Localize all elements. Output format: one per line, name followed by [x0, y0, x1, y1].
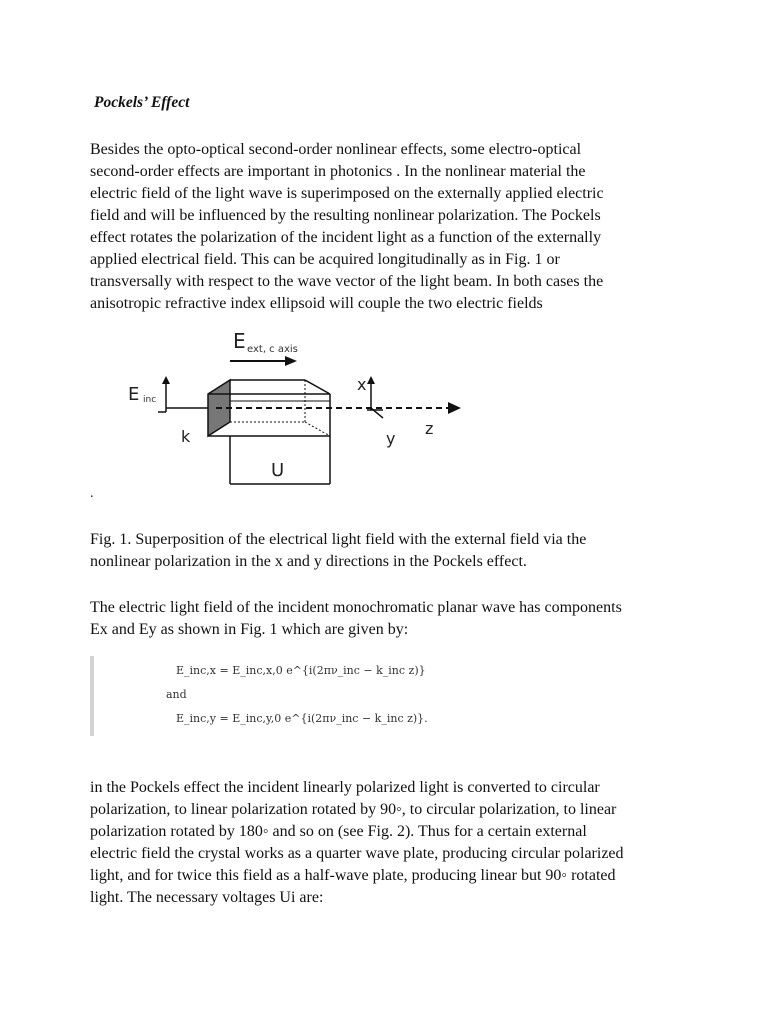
polarization-paragraph	[90, 777, 690, 909]
stray-mark: .	[90, 486, 94, 501]
u-label: U	[271, 460, 285, 481]
e-inc-subscript: inc	[143, 395, 157, 405]
text-line: Besides the opto-optical second-order nonlinear effects, some electro-optical	[90, 141, 582, 158]
e-ext-subscript: ext, c axis	[247, 344, 298, 355]
figure-caption	[90, 529, 690, 573]
page-title: Pockels’ Effect	[94, 94, 190, 111]
crystal-hidden-edge	[305, 422, 330, 436]
pockels-cell-diagram	[125, 330, 485, 490]
text-line: effect rotates the polarization of the incident light as a function of the externally	[90, 229, 602, 246]
equation-connector: and	[166, 688, 187, 701]
text-line: field and will be influenced by the resulting nonlinear polarization. The Pockels	[90, 207, 601, 224]
e-inc-label: E	[128, 384, 140, 405]
x-label: x	[357, 375, 367, 394]
text-line: electric field of the light wave is superimposed on the externally applied electric	[90, 185, 604, 202]
e-ext-arrowhead	[285, 356, 297, 366]
text-line: Ex and Ey as shown in Fig. 1 which are given by:	[90, 621, 409, 638]
text-line: light. The necessary voltages Ui are:	[90, 889, 324, 906]
x-axis-arrowhead	[367, 376, 375, 384]
field-paragraph	[90, 597, 690, 641]
text-line: nonlinear polarization in the x and y directions in the Pockels effect.	[90, 553, 527, 570]
text-line: polarization rotated by 180◦ and so on (see Fig. 2). Thus for a certain external	[90, 823, 587, 840]
k-label: k	[181, 427, 191, 446]
text-line: light, and for twice this field as a half-wave plate, producing linear but 90◦ rotated	[90, 867, 616, 884]
e-inc-arrowhead	[162, 376, 170, 384]
equation-y: E_inc,y = E_inc,y,0 e^{i(2πν_inc − k_inc z)}.	[176, 712, 428, 725]
text-line: anisotropic refractive index ellipsoid will couple the two electric fields	[90, 295, 543, 312]
text-line: second-order effects are important in photonics . In the nonlinear material the	[90, 163, 586, 180]
text-line: polarization, to linear polarization rotated by 90◦, to circular polarization, to linear	[90, 801, 617, 818]
y-label: y	[386, 429, 396, 448]
z-label: z	[425, 419, 434, 438]
text-line: electric field the crystal works as a quarter wave plate, producing circular polarized	[90, 845, 624, 862]
intro-paragraph	[90, 139, 690, 315]
text-line: transversally with respect to the wave vector of the light beam. In both cases the	[90, 273, 604, 290]
text-line: The electric light field of the incident monochromatic planar wave has components	[90, 599, 622, 616]
text-line: Fig. 1. Superposition of the electrical light field with the external field via the	[90, 531, 587, 548]
equation-block	[90, 656, 428, 736]
e-ext-label: E	[233, 330, 246, 353]
beam-arrowhead	[448, 402, 461, 414]
text-line: applied electrical field. This can be acquired longitudinally as in Fig. 1 or	[90, 251, 560, 268]
equation-x: E_inc,x = E_inc,x,0 e^{i(2πν_inc − k_inc z)}	[176, 664, 426, 677]
text-line: in the Pockels effect the incident linearly polarized light is converted to circular	[90, 779, 600, 796]
crystal-edge	[305, 380, 330, 394]
